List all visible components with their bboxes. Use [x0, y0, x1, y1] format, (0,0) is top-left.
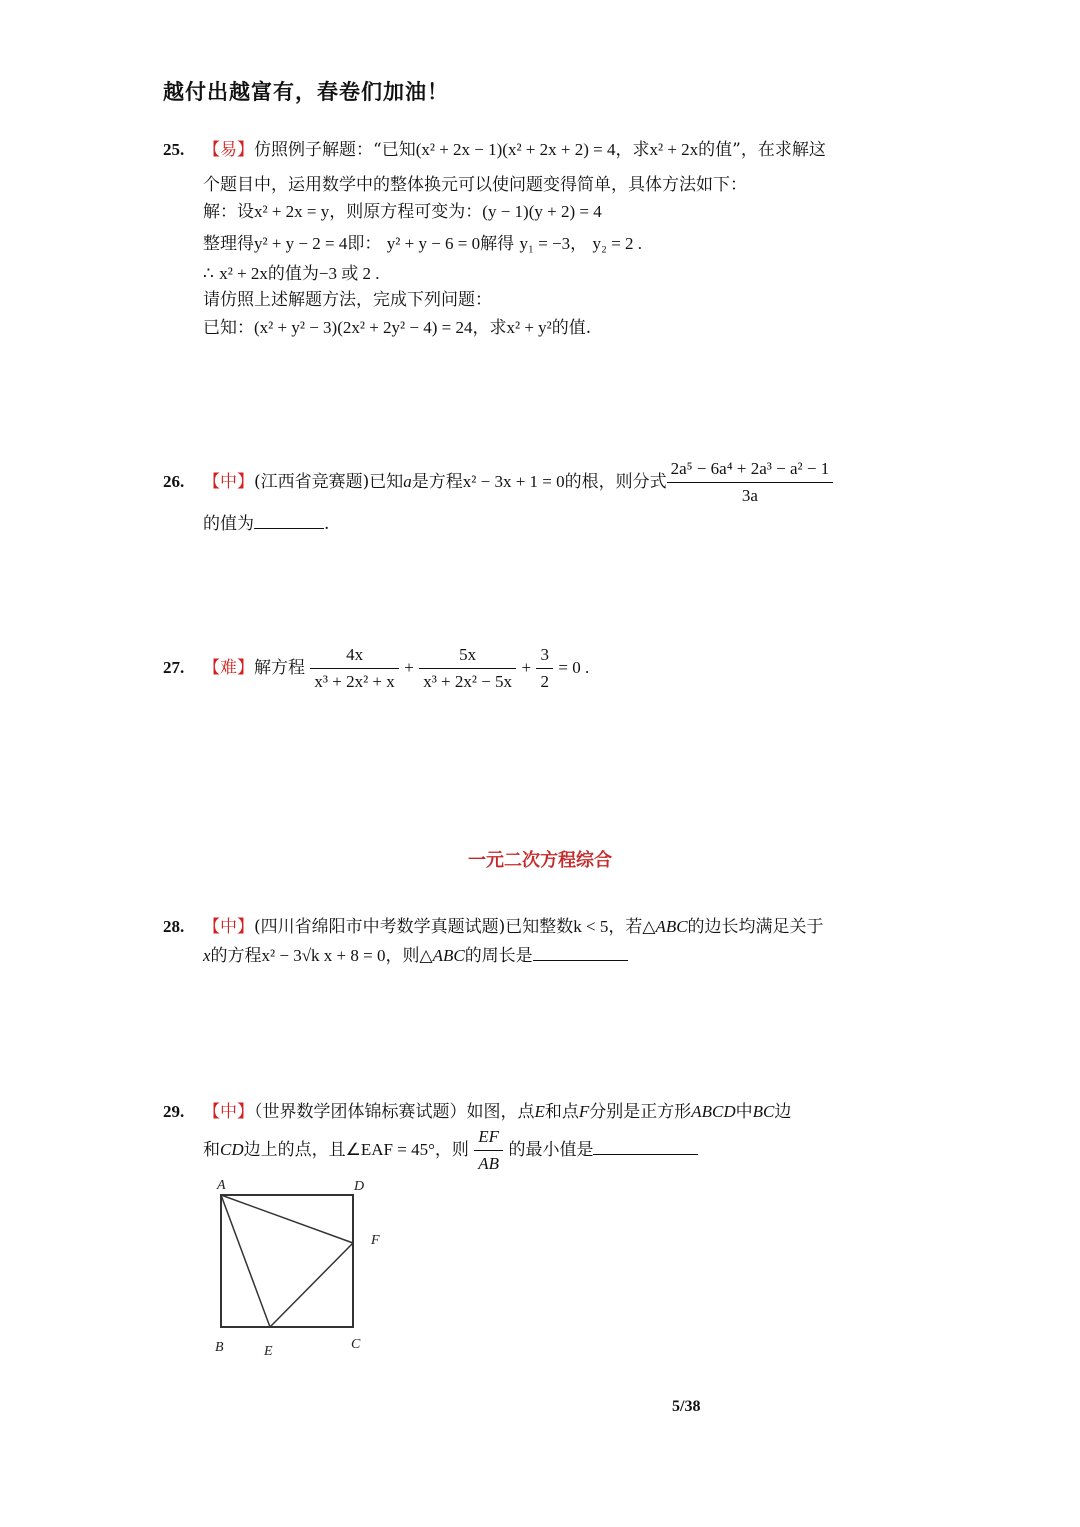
question-number: 28.: [163, 917, 185, 936]
difficulty-tag: 【中】: [203, 917, 254, 937]
text: 边: [774, 1102, 792, 1122]
question-25-line5: [203, 259, 380, 284]
text: 整理得: [203, 234, 254, 254]
text: 和点: [544, 1102, 579, 1122]
condition: k < 5: [573, 917, 609, 936]
difficulty-tag: 【易】: [203, 140, 254, 160]
segment-name: BC: [752, 1102, 775, 1121]
triangle-name: ABC: [655, 917, 688, 936]
text: 的方程: [210, 946, 262, 966]
text: 的值为: [203, 514, 254, 534]
value: −3 或 2 .: [318, 264, 380, 283]
question-26-line2: [203, 509, 329, 534]
segment-name: CD: [220, 1140, 244, 1159]
text: 分别是正方形: [589, 1102, 692, 1122]
text: 和: [203, 1140, 220, 1160]
text: （世界数学团体锦标赛试题）如图，点: [254, 1102, 535, 1122]
text: ，: [570, 234, 588, 254]
fraction-2: [419, 644, 516, 693]
variable: x: [203, 946, 211, 965]
equation: y² + y − 6 = 0: [386, 234, 481, 253]
fraction-denominator: 3a: [741, 486, 758, 505]
text: 仿照例子解题：“已知: [254, 140, 416, 160]
text: 解得: [480, 234, 515, 254]
plus-sign: +: [521, 658, 532, 677]
fraction-numerator: 2a⁵ − 6a⁴ + 2a³ − a² − 1: [667, 458, 834, 483]
equation: x² − 3√k x + 8 = 0: [261, 946, 386, 965]
equation: y² + y − 2 = 4: [254, 234, 348, 253]
equation: (x² + y² − 3)(2x² + 2y² − 4) = 24: [254, 318, 473, 337]
expression: x² + 2x: [649, 140, 699, 159]
question-25-line7: [203, 313, 591, 338]
question-25-line6: 请仿照上述解题方法，完成下列问题：: [203, 290, 492, 310]
text: ，求: [472, 318, 507, 338]
text: 的周长是: [464, 946, 533, 966]
question-number: 29.: [163, 1102, 185, 1121]
text: ，则原方程可变为：: [329, 202, 483, 222]
point-label: F: [578, 1102, 590, 1121]
equation: x² + 2x = y: [254, 202, 330, 221]
text: (江西省竞赛题)已知: [254, 472, 404, 492]
triangle-name: ABC: [432, 946, 465, 965]
square-abcd: [221, 1195, 353, 1327]
fraction-denominator: x³ + 2x² + x: [314, 672, 395, 691]
text: .: [324, 514, 330, 534]
segment-ef: [270, 1243, 353, 1327]
text: ，则△: [385, 946, 433, 966]
question-25-line1: [163, 134, 923, 166]
text: 的值”，在求解这: [698, 140, 826, 160]
text: 即：: [347, 234, 382, 254]
label-d: D: [354, 1179, 365, 1194]
label-a: A: [217, 1178, 226, 1193]
equation: y₁ = −3: [519, 234, 571, 253]
answer-blank[interactable]: [593, 1140, 698, 1155]
label-f: F: [371, 1233, 380, 1248]
label-e: E: [264, 1344, 273, 1359]
fraction-denominator: 2: [540, 672, 549, 691]
fraction: [667, 458, 834, 507]
text: 中: [735, 1102, 753, 1122]
fraction-3: [536, 644, 553, 693]
expression: x² + 2x: [219, 264, 268, 283]
page-header-slogan: 越付出越富有，春卷们加油！: [163, 80, 449, 104]
label-c: C: [351, 1337, 361, 1352]
text: 已知：: [203, 318, 254, 338]
question-25-line4: [203, 229, 642, 254]
label-b: B: [215, 1340, 224, 1355]
difficulty-tag: 【中】: [203, 1102, 254, 1122]
answer-blank[interactable]: [533, 946, 628, 961]
fraction-numerator: EF: [474, 1126, 503, 1151]
text: 的边长均满足关于: [687, 917, 824, 937]
text: ，则: [434, 1140, 469, 1160]
question-28-line2: [203, 941, 628, 966]
therefore-symbol: ∴: [203, 264, 214, 284]
fraction-numerator: 4x: [310, 644, 398, 669]
question-number: 25.: [163, 140, 185, 159]
point-label: E: [534, 1102, 545, 1121]
plus-sign: +: [404, 658, 414, 677]
question-29-line1: [163, 1096, 923, 1128]
text: (四川省绵阳市中考数学真题试题)已知整数: [254, 917, 574, 937]
text: 解方程: [254, 658, 305, 678]
expression: x² + y²: [506, 318, 552, 337]
question-28-line1: [163, 911, 923, 943]
variable: a: [403, 472, 412, 491]
equation: (y − 1)(y + 2) = 4: [482, 202, 602, 221]
equation: (x² + 2x − 1)(x² + 2x + 2) = 4: [415, 140, 616, 159]
square-name: ABCD: [691, 1102, 736, 1121]
question-number: 26.: [163, 472, 185, 491]
text: 解：设: [203, 202, 254, 222]
fraction-1: [310, 644, 398, 693]
text: 的最小值是: [508, 1140, 594, 1160]
section-title: 一元二次方程综合: [468, 850, 612, 871]
question-27: [163, 644, 923, 693]
question-25-line3: [203, 197, 602, 222]
question-number: 27.: [163, 658, 185, 677]
fraction-denominator: x³ + 2x² − 5x: [423, 672, 513, 691]
page-number: 5/38: [672, 1398, 701, 1415]
fraction-numerator: 5x: [419, 644, 516, 669]
fraction-denominator: AB: [478, 1154, 500, 1173]
text: 的值为: [267, 264, 319, 284]
difficulty-tag: 【中】: [203, 472, 254, 492]
question-26-line1: [163, 458, 963, 507]
angle-condition: ∠EAF = 45°: [345, 1140, 435, 1159]
square-figure: [205, 1170, 405, 1360]
equation: y₂ = 2 .: [592, 234, 643, 253]
question-25-line2: 个题目中，运用数学中的整体换元可以使问题变得简单，具体方法如下：: [203, 175, 747, 195]
text: 的值.: [551, 318, 592, 338]
question-29-line2: [203, 1126, 698, 1175]
equation-tail: = 0 .: [558, 658, 590, 677]
text: 是方程: [411, 472, 463, 492]
difficulty-tag: 【难】: [203, 658, 254, 678]
text: ，求: [615, 140, 650, 160]
text: 的根，则分式: [564, 472, 667, 492]
answer-blank[interactable]: [254, 514, 324, 529]
fraction: [474, 1126, 503, 1175]
segment-af: [221, 1195, 353, 1243]
fraction-numerator: 3: [536, 644, 553, 669]
equation: x² − 3x + 1 = 0: [462, 472, 565, 491]
segment-ae: [221, 1195, 270, 1327]
text: 边上的点，且: [243, 1140, 346, 1160]
text: ，若△: [608, 917, 656, 937]
